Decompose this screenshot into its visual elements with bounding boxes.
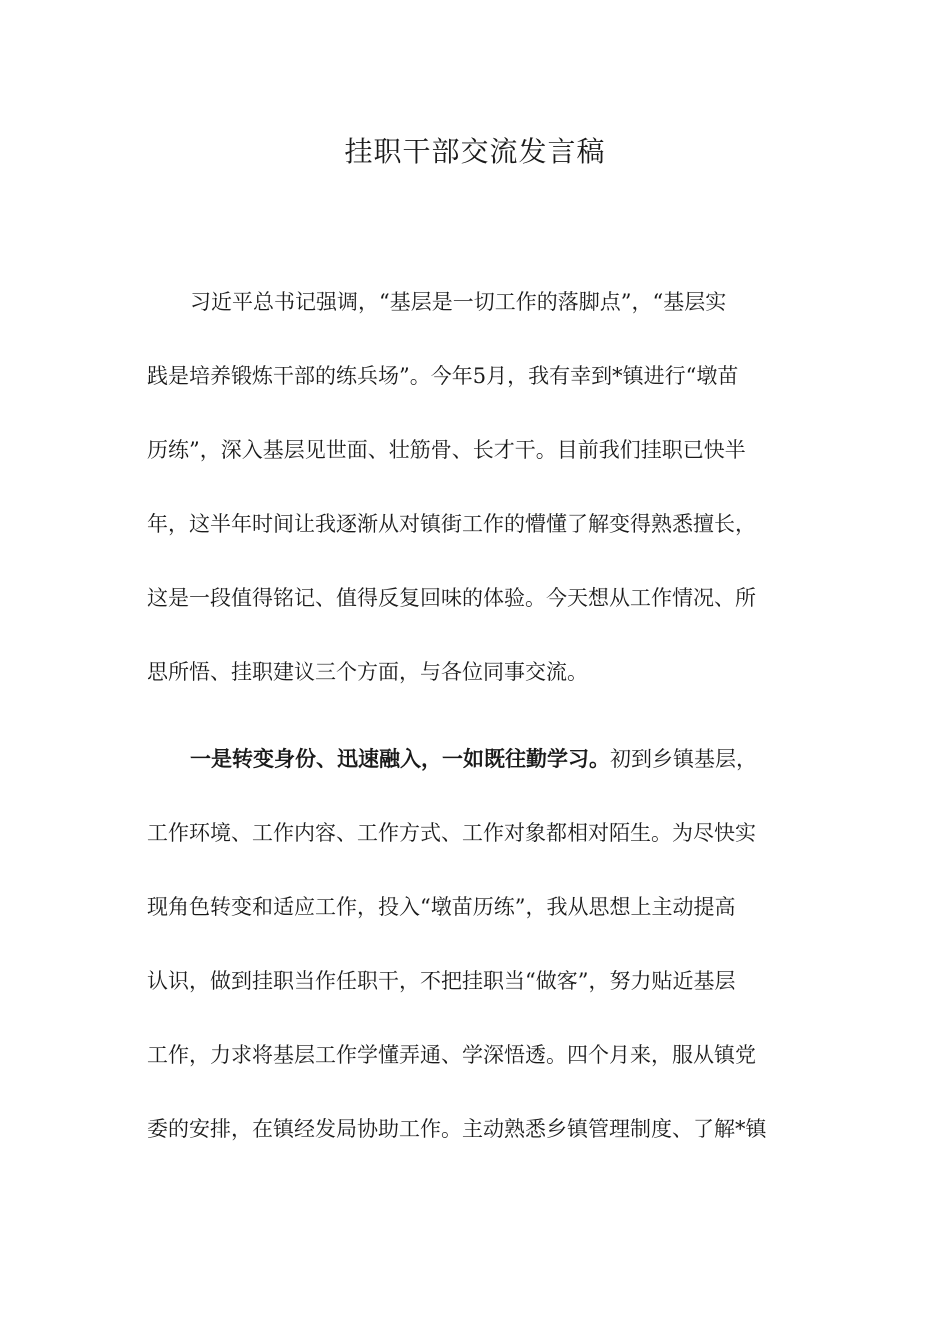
text-line: 历练”，深入基层见世面、壮筋骨、长才干。目前我们挂职已快半 bbox=[147, 438, 746, 462]
document-title: 挂职干部交流发言稿 bbox=[344, 135, 606, 168]
text-line: 现角色转变和适应工作，投入“墩苗历练”，我从思想上主动提高 bbox=[147, 895, 736, 919]
text-span: 初到乡镇基层， bbox=[610, 747, 757, 771]
text-line: 工作环境、工作内容、工作方式、工作对象都相对陌生。为尽快实 bbox=[147, 821, 756, 845]
text-line: 认识，做到挂职当作任职干，不把挂职当“做客”，努力贴近基层 bbox=[147, 969, 736, 993]
section-heading: 一是转变身份、迅速融入，一如既往勤学习。 bbox=[190, 746, 610, 771]
text-line: 习近平总书记强调，“基层是一切工作的落脚点”，“基层实 bbox=[190, 290, 727, 314]
text-line: 思所悟、挂职建议三个方面，与各位同事交流。 bbox=[147, 660, 588, 684]
text-line: 年，这半年时间让我逐渐从对镇街工作的懵懂了解变得熟悉擅长， bbox=[147, 512, 756, 536]
text-line: 践是培养锻炼干部的练兵场”。今年5月，我有幸到*镇进行“墩苗 bbox=[147, 364, 739, 388]
text-line: 工作，力求将基层工作学懂弄通、学深悟透。四个月来，服从镇党 bbox=[147, 1043, 756, 1067]
text-line: 这是一段值得铭记、值得反复回味的体验。今天想从工作情况、所 bbox=[147, 586, 756, 610]
text-line: 委的安排，在镇经发局协助工作。主动熟悉乡镇管理制度、了解*镇 bbox=[147, 1117, 767, 1141]
text-line bbox=[190, 743, 850, 775]
